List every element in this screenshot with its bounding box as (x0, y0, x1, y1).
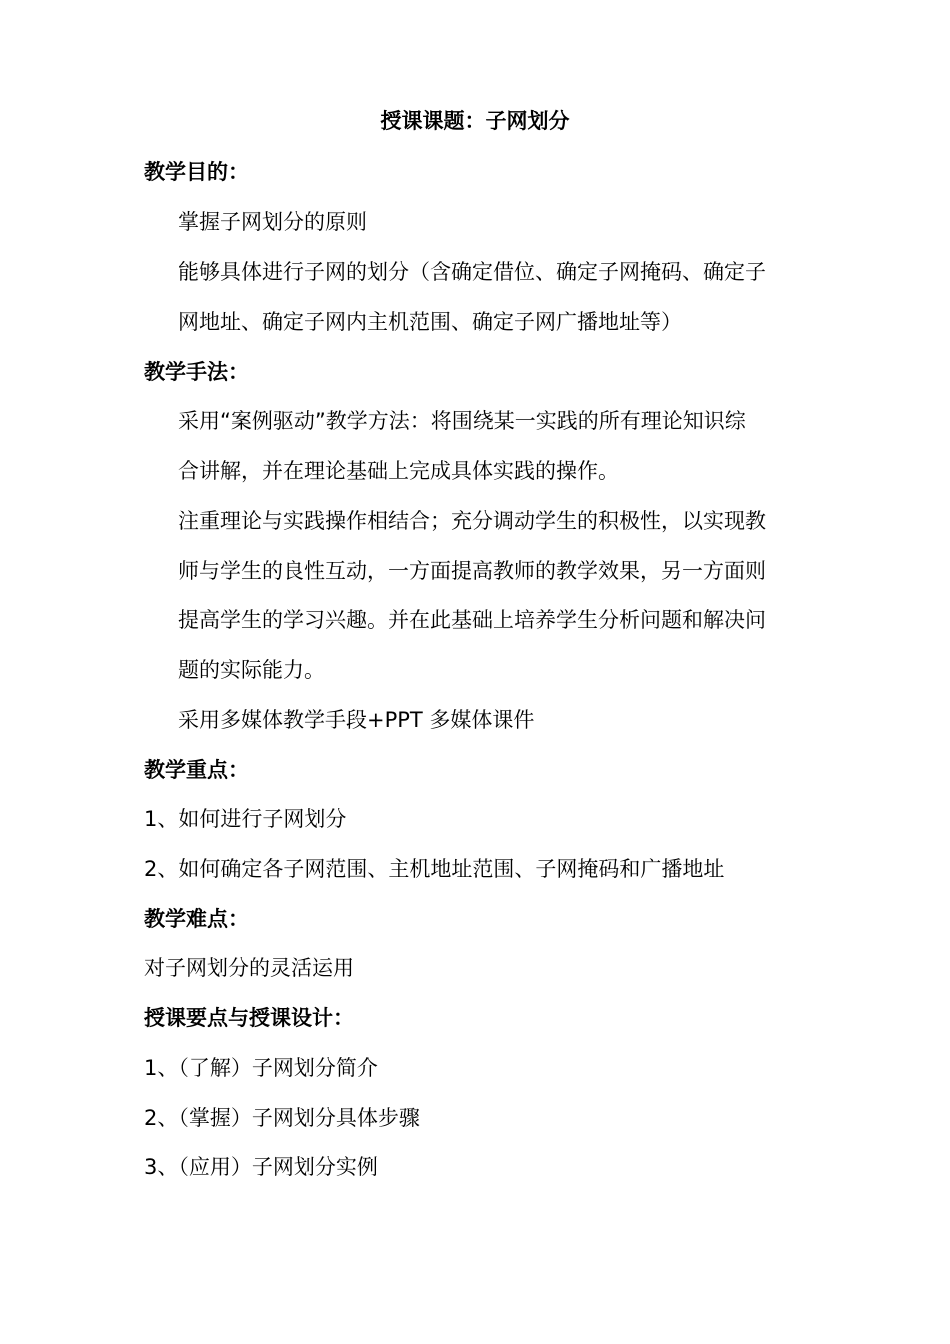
paragraph-line: 注重理论与实践操作相结合；充分调动学生的积极性，以实现教 (178, 509, 766, 533)
paragraph-line: 合讲解，并在理论基础上完成具体实践的操作。 (178, 459, 619, 483)
paragraph-line: 提高学生的学习兴趣。并在此基础上培养学生分析问题和解决问 (178, 608, 766, 632)
paragraph-line: 采用多媒体教学手段+PPT 多媒体课件 (178, 708, 535, 732)
paragraph-line: 掌握子网划分的原则 (178, 210, 367, 234)
page-title: 授课课题：子网划分 (380, 109, 570, 133)
paragraph-line: 网地址、确定子网内主机范围、确定子网广播地址等） (178, 310, 682, 334)
section-heading-objectives: 教学目的： (144, 160, 249, 184)
list-item: 2、（掌握）子网划分具体步骤 (144, 1106, 420, 1130)
list-item: 1、如何进行子网划分 (144, 807, 347, 831)
paragraph-line: 能够具体进行子网的划分（含确定借位、确定子网掩码、确定子 (178, 260, 766, 284)
list-item: 3、（应用）子网划分实例 (144, 1155, 378, 1179)
paragraph-line: 师与学生的良性互动，一方面提高教师的教学效果，另一方面则 (178, 559, 766, 583)
section-heading-design: 授课要点与授课设计： (144, 1006, 354, 1030)
section-heading-methods: 教学手法： (144, 360, 249, 384)
list-item: 1、（了解）子网划分简介 (144, 1056, 378, 1080)
paragraph-line: 对子网划分的灵活运用 (144, 956, 354, 980)
paragraph-line: 采用“案例驱动”教学方法：将围绕某一实践的所有理论知识综 (178, 409, 746, 433)
list-item: 2、如何确定各子网范围、主机地址范围、子网掩码和广播地址 (144, 857, 725, 881)
section-heading-key-points: 教学重点： (144, 758, 249, 782)
section-heading-difficulties: 教学难点： (144, 907, 249, 931)
paragraph-line: 题的实际能力。 (178, 658, 325, 682)
